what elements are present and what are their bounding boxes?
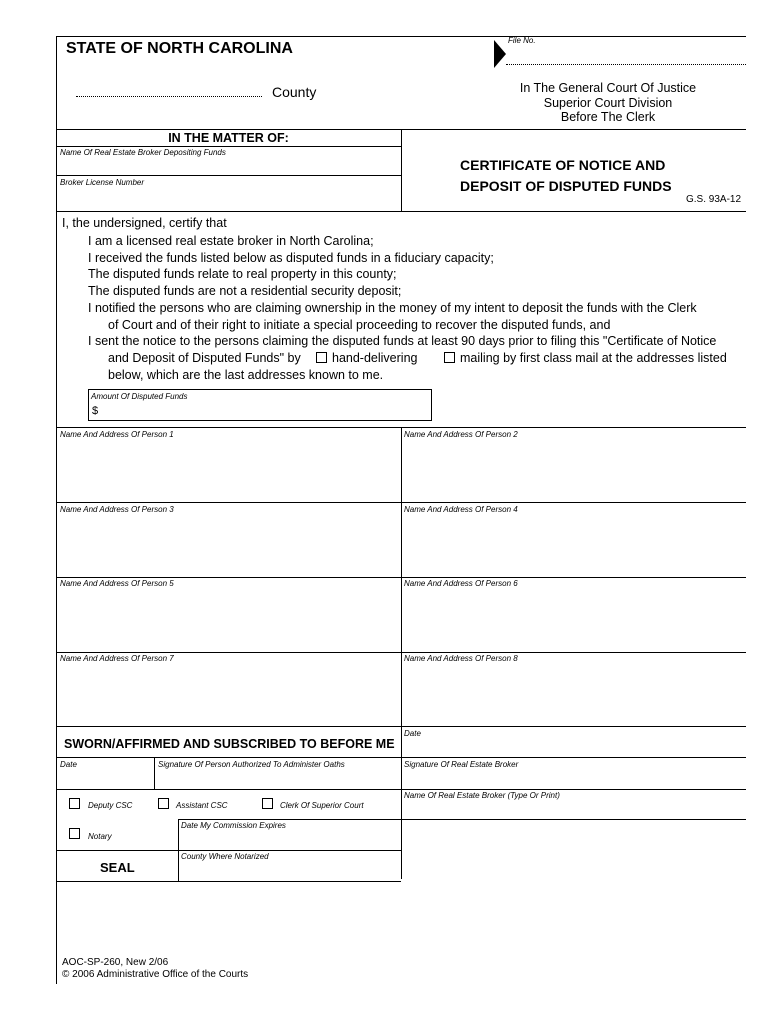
commission-label: Date My Commission Expires — [181, 821, 286, 830]
cert-item-3: The disputed funds relate to real property in this county; — [88, 267, 397, 281]
file-no-label: File No. — [508, 36, 536, 45]
cert-item-1: I am a licensed real estate broker in North Carolina; — [88, 234, 374, 248]
cert-item-6: I sent the notice to the persons claiming the disputed funds at least 90 days prior to filing this "Certificate of Notice — [88, 334, 717, 348]
county-notarized-top-border — [56, 850, 401, 851]
dollar-sign: $ — [92, 405, 99, 417]
person-5-label: Name And Address Of Person 5 — [60, 579, 174, 588]
form-title-line-1: CERTIFICATE OF NOTICE AND — [460, 157, 666, 173]
matter-heading-line — [56, 146, 401, 147]
county-field[interactable] — [76, 96, 262, 97]
statute-ref: G.S. 93A-12 — [686, 194, 742, 205]
cert-intro: I, the undersigned, certify that — [62, 216, 227, 230]
county-label: County — [272, 84, 317, 100]
file-arrow-icon — [494, 40, 506, 68]
deputy-csc-label: Deputy CSC — [88, 801, 133, 810]
sig-admin-label: Signature Of Person Authorized To Administer Oaths — [158, 760, 345, 769]
form-title-line-2: DEPOSIT OF DISPUTED FUNDS — [460, 178, 672, 194]
persons-row-3-border — [56, 652, 746, 653]
hand-delivering-label: hand-delivering — [332, 351, 418, 365]
persons-row-1-border — [56, 502, 746, 503]
broker-name-label: Name Of Real Estate Broker Depositing Funds — [60, 148, 226, 157]
person-1-label: Name And Address Of Person 1 — [60, 430, 174, 439]
cert-item-5-cont: of Court and of their right to initiate a special proceeding to recover the disputed funds, and — [108, 318, 611, 332]
signature-row-border — [56, 789, 746, 790]
persons-row-4-border — [56, 726, 746, 727]
file-no-field[interactable] — [506, 64, 746, 65]
person-7-label: Name And Address Of Person 7 — [60, 654, 174, 663]
cert-item-4: The disputed funds are not a residential security deposit; — [88, 284, 402, 298]
top-border — [56, 36, 746, 37]
mailing-label: mailing by first class mail at the addresses listed — [460, 351, 727, 365]
seal-label: SEAL — [100, 860, 135, 875]
notary-label: Notary — [88, 832, 112, 841]
court-line-3: Before The Clerk — [560, 110, 656, 124]
sworn-bottom-border — [56, 881, 401, 882]
persons-row-2-border — [56, 577, 746, 578]
form-number: AOC-SP-260, New 2/06 — [62, 957, 169, 968]
person-3-label: Name And Address Of Person 3 — [60, 505, 174, 514]
clerk-superior-checkbox[interactable] — [262, 798, 273, 809]
court-line-1: In The General Court Of Justice — [519, 81, 697, 95]
sworn-date-label: Date — [60, 760, 77, 769]
hand-delivering-checkbox[interactable] — [316, 352, 327, 363]
copyright: © 2006 Administrative Office of the Courts — [62, 969, 249, 980]
broker-signature-label: Signature Of Real Estate Broker — [404, 760, 519, 769]
cert-item-6-end: below, which are the last addresses known to me. — [108, 368, 384, 382]
cert-item-2: I received the funds listed below as disputed funds in a fiduciary capacity; — [88, 251, 494, 265]
matter-heading: IN THE MATTER OF: — [168, 131, 289, 145]
deputy-csc-checkbox[interactable] — [69, 798, 80, 809]
person-2-label: Name And Address Of Person 2 — [404, 430, 518, 439]
county-notarized-label: County Where Notarized — [181, 852, 269, 861]
assistant-csc-checkbox[interactable] — [158, 798, 169, 809]
amount-label: Amount Of Disputed Funds — [91, 392, 188, 401]
broker-name-field[interactable] — [56, 175, 401, 176]
sworn-heading: SWORN/AFFIRMED AND SUBSCRIBED TO BEFORE ME — [64, 737, 395, 751]
matter-bottom-border — [56, 211, 746, 212]
mailing-checkbox[interactable] — [444, 352, 455, 363]
license-label: Broker License Number — [60, 178, 145, 187]
footer — [62, 957, 248, 981]
notary-checkbox[interactable] — [69, 828, 80, 839]
broker-name-print-label: Name Of Real Estate Broker (Type Or Print) — [404, 791, 560, 800]
court-block — [470, 81, 746, 125]
person-6-label: Name And Address Of Person 6 — [404, 579, 518, 588]
state-title: STATE OF NORTH CAROLINA — [66, 40, 293, 57]
assistant-csc-label: Assistant CSC — [176, 801, 228, 810]
person-4-label: Name And Address Of Person 4 — [404, 505, 518, 514]
cert-item-6-cont: and Deposit of Disputed Funds" by — [108, 351, 301, 365]
clerk-superior-label: Clerk Of Superior Court — [280, 801, 364, 810]
commission-top-border — [178, 819, 746, 820]
person-8-label: Name And Address Of Person 8 — [404, 654, 518, 663]
court-line-2: Superior Court Division — [543, 95, 673, 110]
sworn-date-divider — [154, 757, 155, 789]
cert-item-5: I notified the persons who are claiming ownership in the money of my intent to deposit the funds with the Clerk — [88, 301, 697, 315]
left-border — [56, 36, 57, 984]
sworn-top-border — [56, 757, 746, 758]
broker-date-label: Date — [404, 729, 421, 738]
matter-divider — [401, 129, 402, 211]
form-title — [460, 155, 672, 197]
persons-divider — [401, 427, 402, 879]
